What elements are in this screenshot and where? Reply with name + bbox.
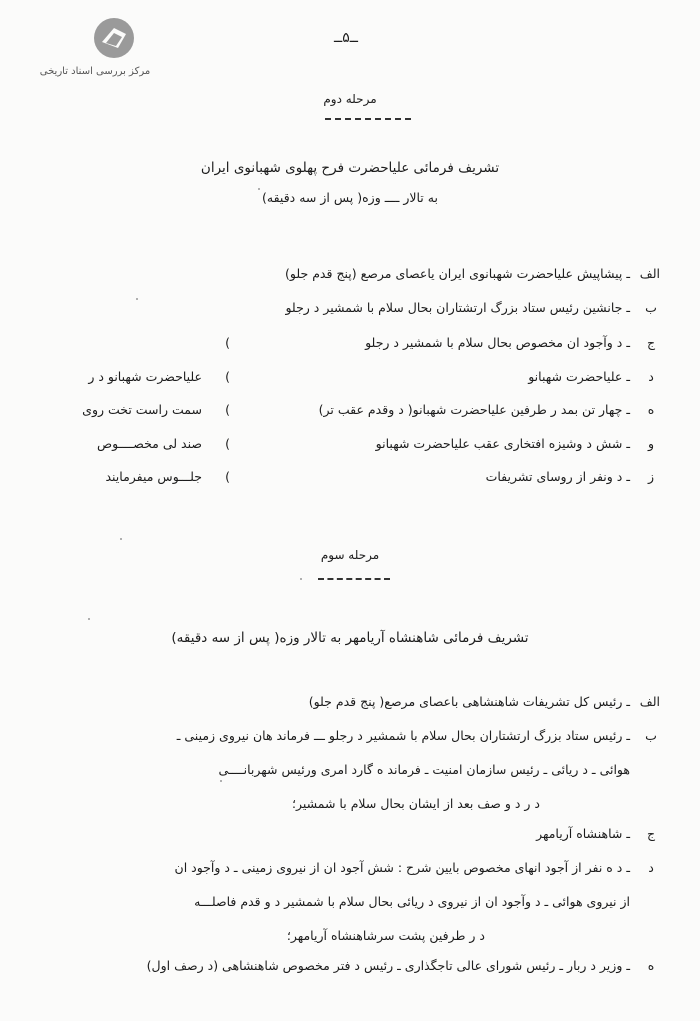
- list-item: [40, 469, 660, 489]
- item-text: ـ د ونفر از روسای تشریفات: [485, 469, 630, 484]
- item-text: ـ پیشاپیش علیاحضرت شهبانوی ایران یاعصای مرصع (پنج قدم جلو): [285, 266, 630, 281]
- item-side-note: علیاحضرت شهبانو د ر: [88, 369, 202, 384]
- item-side-note: صند لی مخصــــوص: [97, 436, 202, 451]
- item-text: ـ علیاحضرت شهبانو: [528, 369, 630, 384]
- item-line: از نیروی هوائی ـ د وآجود ان از نیروی د ریائی بحال سلام با شمشیر د و قدم فاصلـــه: [194, 894, 630, 909]
- item-letter: د: [648, 860, 654, 875]
- item-line: هوائی ـ د ریائی ـ رئیس سازمان امنیت ـ فرماند ه گارد امری ورئیس شهربانــــی: [218, 762, 630, 777]
- stage2-subtitle: به تالار ــــ وزه( پس از سه دقیقه): [262, 190, 438, 205]
- stage3-title: تشریف فرمائی شاهنشاه آریامهر به تالار وزه( پس از سه دقیقه): [171, 630, 529, 646]
- watermark-text: مرکز بررسی اسناد تاریخی: [39, 66, 151, 77]
- item-bracket: ): [225, 402, 230, 417]
- stage2-title: تشریف فرمائی علیاحضرت فرح پهلوی شهبانوی ایران: [200, 160, 500, 176]
- item-letter: ز: [647, 469, 655, 484]
- item-letter: ج: [646, 826, 656, 841]
- document-archive-logo-icon: [92, 16, 136, 60]
- list-item: [40, 728, 660, 818]
- item-side-note: جلـــوس میفرمایند: [105, 469, 202, 484]
- item-bracket: ): [225, 335, 230, 350]
- item-line: د ر طرفین پشت سرشاهنشاه آریامهر؛: [286, 928, 485, 943]
- item-text: ـ چهار تن بمد ر طرفین علیاحضرت شهبانو( د وقدم عقب تر): [318, 402, 630, 417]
- item-text: ـ شش د وشیزه افتخاری عقب علیاحضرت شهبانو: [375, 436, 630, 451]
- item-letter: الف: [639, 266, 660, 281]
- list-item: [40, 369, 660, 389]
- scan-speck: [220, 780, 222, 782]
- page-number: ــ۵ــ: [334, 30, 358, 46]
- scan-speck: [120, 538, 122, 540]
- stage2-heading: مرحله دوم: [323, 92, 377, 106]
- item-letter: د: [648, 369, 654, 384]
- list-item: [40, 826, 660, 846]
- item-letter: ه: [647, 958, 655, 973]
- scan-speck: [88, 618, 90, 620]
- scan-speck: [136, 298, 138, 300]
- stage3-heading: مرحله سوم: [320, 548, 380, 562]
- item-bracket: ): [225, 469, 230, 484]
- item-line: ـ رئیس کل تشریفات شاهنشاهی باعصای مرصع( پنج قدم جلو): [308, 694, 630, 709]
- item-letter: ج: [646, 335, 656, 350]
- item-text: ـ د وآجود ان مخصوص بحال سلام با شمشیر د رجلو: [365, 335, 630, 350]
- item-text: ـ جانشین رئیس ستاد بزرگ ارتشتاران بحال سلام با شمشیر د رجلو: [285, 300, 630, 315]
- item-line: ـ وزیر د ربار ـ رئیس شورای عالی تاجگذاری ـ رئیس د فتر مخصوص شاهنشاهی (د رصف اول): [146, 958, 630, 973]
- item-line: د ر د و صف بعد از ایشان بحال سلام با شمشیر؛: [291, 796, 540, 811]
- item-line: ـ د ه نفر از آجود انهای مخصوص بایین شرح : شش آجود ان از نیروی زمینی ـ د وآجود ان: [174, 860, 630, 875]
- item-line: ـ شاهنشاه آریامهر: [536, 826, 630, 841]
- watermark-logo: [30, 14, 160, 82]
- list-item: [40, 436, 660, 456]
- list-item: [40, 860, 660, 950]
- item-bracket: ): [225, 369, 230, 384]
- list-item: [40, 266, 660, 286]
- scan-speck: [300, 578, 302, 580]
- item-letter: و: [647, 436, 655, 451]
- item-letter: الف: [639, 694, 660, 709]
- item-bracket: ): [225, 436, 230, 451]
- stage3-heading-underline: [318, 578, 390, 580]
- item-letter: ب: [645, 300, 657, 315]
- item-side-note: سمت راست تخت روی: [82, 402, 202, 417]
- list-item: [40, 300, 660, 320]
- list-item: [40, 958, 660, 978]
- list-item: [40, 335, 660, 355]
- scan-speck: [258, 188, 260, 190]
- item-line: ـ رئیس ستاد بزرگ ارتشتاران بحال سلام با شمشیر د رجلو ـــ فرماند هان نیروی زمینی ـ: [176, 728, 630, 743]
- item-letter: ه: [647, 402, 655, 417]
- list-item: [40, 694, 660, 714]
- list-item: [40, 402, 660, 422]
- stage2-heading-underline: [325, 118, 411, 120]
- item-letter: ب: [645, 728, 657, 743]
